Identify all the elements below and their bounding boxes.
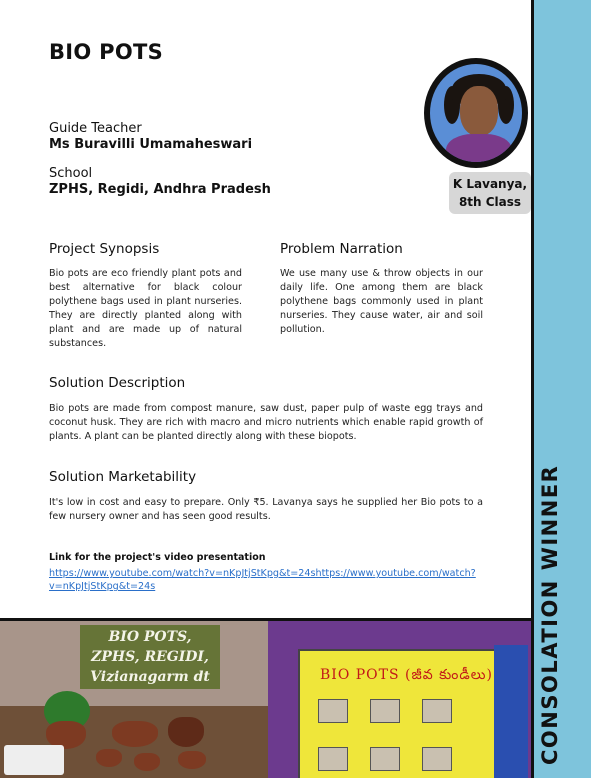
solution-text: Bio pots are made from compost manure, saw dust, paper pulp of waste egg trays and coconut husk. They are rich with macro and micro nutrients which enable rapid growth of plants. A plant can be planted directly along with these biopots. <box>49 403 483 442</box>
synopsis-title: Project Synopsis <box>49 241 160 257</box>
photo-caption: BIO POTS, ZPHS, REGIDI, Vizianagarm dt <box>80 625 220 689</box>
photo-bio-pots <box>0 621 268 778</box>
marketability-text: It's low in cost and easy to prepare. Only ₹5. Lavanya says he supplied her Bio pots to a few nursery owner and has seen good results. <box>49 497 483 522</box>
guide-teacher-label: Guide Teacher <box>49 121 142 136</box>
student-badge <box>449 172 531 214</box>
school-name: ZPHS, Regidi, Andhra Pradesh <box>49 182 271 197</box>
video-link-label: Link for the project's video presentation <box>49 552 266 563</box>
award-label: CONSOLATION WINNER <box>538 464 562 765</box>
board-title: BIO POTS (జీవ కుండీలు) <box>320 667 493 683</box>
display-board <box>298 649 502 778</box>
student-name: K Lavanya, <box>452 177 528 191</box>
student-class: 8th Class <box>458 195 522 209</box>
page-title: BIO POTS <box>49 40 164 64</box>
problem-title: Problem Narration <box>280 241 403 257</box>
school-label: School <box>49 166 93 181</box>
award-sidebar <box>531 0 591 778</box>
synopsis-text: Bio pots are eco friendly plant pots and best alternative for black colour polythene bags used in plant nurseries. They are directly planted along with plant and are made up of natural substances. <box>49 268 242 349</box>
student-avatar <box>424 58 528 168</box>
photo-display-board <box>268 621 531 778</box>
guide-teacher-name: Ms Buravilli Umamaheswari <box>49 137 253 152</box>
video-link[interactable]: https://www.youtube.com/watch?v=nKpJtjStKpg&t=24shttps://www.youtube.com/watch?v=nKpJtjStKpg&t=24s <box>49 568 476 592</box>
marketability-title: Solution Marketability <box>49 469 197 485</box>
solution-title: Solution Description <box>49 375 186 391</box>
problem-text: We use many use & throw objects in our daily life. One among them are black polythene bags commonly used in plant nurseries. They cause water, air and soil pollution. <box>280 268 483 335</box>
